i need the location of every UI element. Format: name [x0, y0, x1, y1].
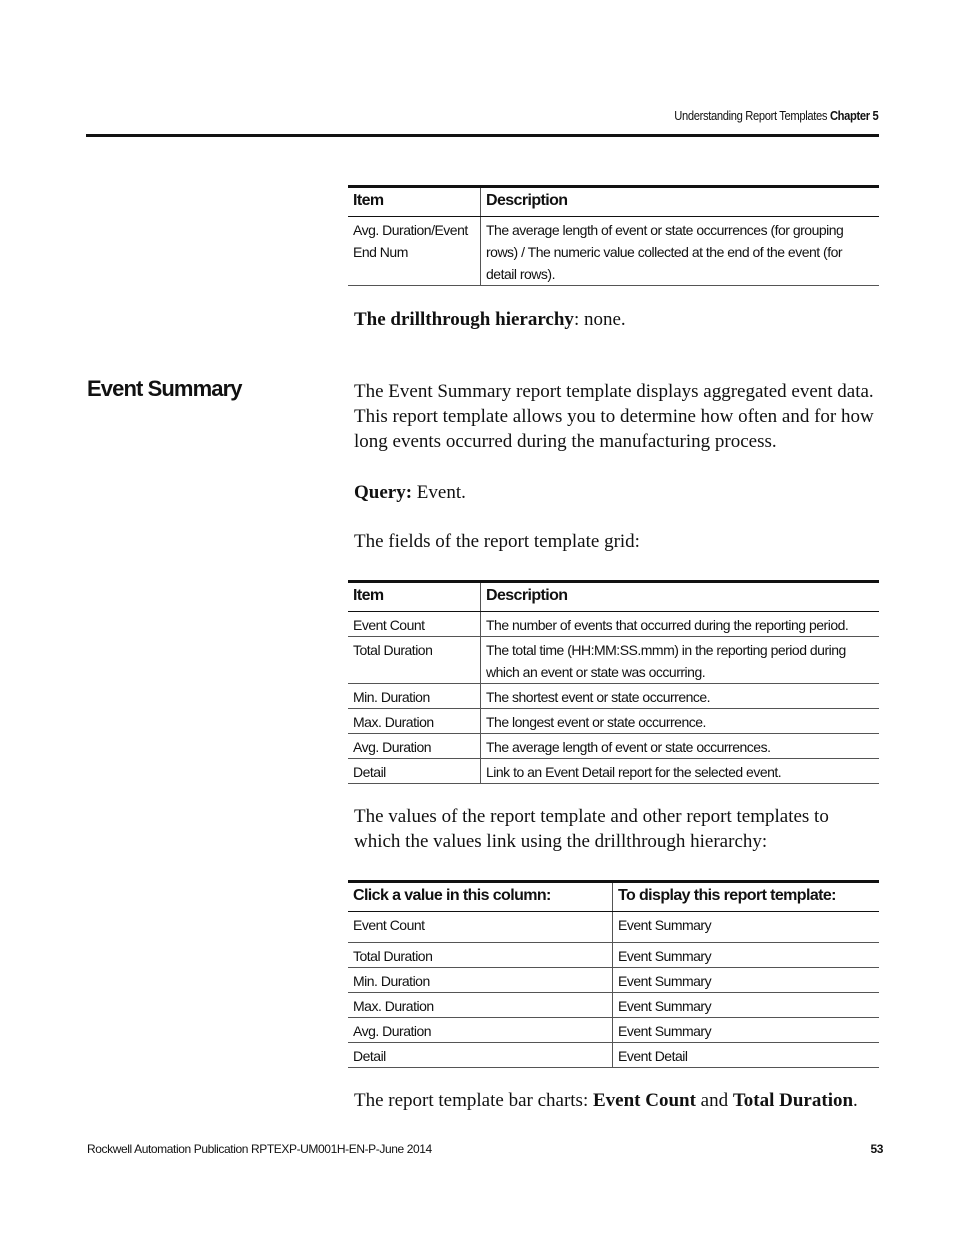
column-header-description: Description [481, 582, 880, 612]
bar-charts-and: and [695, 1090, 733, 1111]
item-cell: Total Duration [348, 637, 481, 684]
description-cell: The total time (HH:MM:SS.mmm) in the reporting period during which an event or state was occurring. [481, 637, 880, 684]
item-cell: Avg. Duration [348, 734, 481, 759]
fields-intro: The fields of the report template grid: [354, 531, 640, 552]
item-cell: Detail [348, 759, 481, 784]
drillthrough-note [354, 307, 879, 332]
value-cell: Max. Duration [348, 993, 613, 1018]
column-header-description: Description [481, 187, 880, 217]
section-title: Event Summary [87, 376, 242, 401]
description-cell: The average length of event or state occurrences (for grouping rows) / The numeric value collected at the end of the event (for detail rows). [481, 217, 880, 286]
template-cell: Event Summary [613, 912, 880, 943]
table-row [348, 709, 879, 734]
header-title: Understanding Report Templates [673, 108, 827, 123]
drillthrough-table [348, 880, 879, 1068]
item-cell: Min. Duration [348, 684, 481, 709]
description-cell: The average length of event or state occurrences. [481, 734, 880, 759]
template-cell: Event Summary [613, 943, 880, 968]
table-row [348, 1043, 879, 1068]
item-cell: Max. Duration [348, 709, 481, 734]
table-row [348, 217, 879, 286]
table-header-row [348, 882, 879, 912]
table-row [348, 943, 879, 968]
page-number: 53 [870, 1142, 883, 1156]
column-header-display-template: To display this report template: [613, 882, 880, 912]
table-row [348, 968, 879, 993]
value-cell: Avg. Duration [348, 1018, 613, 1043]
running-header [674, 108, 878, 123]
table-row [348, 1018, 879, 1043]
table-header-row [348, 187, 879, 217]
table-row [348, 612, 879, 637]
table-row [348, 684, 879, 709]
column-header-click-value: Click a value in this column: [348, 882, 613, 912]
header-chapter: Chapter 5 [829, 108, 878, 123]
description-cell: Link to an Event Detail report for the selected event. [481, 759, 880, 784]
item-cell: Avg. Duration/Event End Num [348, 217, 481, 286]
table-row [348, 759, 879, 784]
chart-total-duration: Total Duration [732, 1090, 854, 1111]
chart-event-count: Event Count [592, 1090, 696, 1111]
value-cell: Min. Duration [348, 968, 613, 993]
value-cell: Total Duration [348, 943, 613, 968]
values-intro: The values of the report template and other report templates to which the values link using the drillthrough hierarchy: [354, 806, 829, 852]
value-cell: Event Count [348, 912, 613, 943]
footer-publication: Rockwell Automation Publication RPTEXP-UM001H-EN-P-June 2014 [87, 1142, 432, 1156]
value-cell: Detail [348, 1043, 613, 1068]
query-label: Query: [354, 482, 413, 503]
column-header-item: Item [348, 582, 481, 612]
header-rule [86, 134, 879, 137]
template-cell: Event Summary [613, 1018, 880, 1043]
drillthrough-value: : none. [573, 309, 626, 330]
bar-charts-end: . [853, 1090, 858, 1111]
query-value: Event. [412, 482, 466, 503]
description-cell: The longest event or state occurrence. [481, 709, 880, 734]
bar-charts-line [354, 1088, 879, 1113]
query-line [354, 480, 879, 505]
template-cell: Event Summary [613, 968, 880, 993]
table-row [348, 734, 879, 759]
template-cell: Event Detail [613, 1043, 880, 1068]
fields-table [348, 580, 879, 784]
intro-paragraph: The Event Summary report template displays aggregated event data. This report template allows you to determine how often and for how long events occurred during the manufacturing process. [354, 381, 874, 452]
template-cell: Event Summary [613, 993, 880, 1018]
item-description-table-top [348, 185, 879, 286]
bar-charts-prefix: The report template bar charts: [354, 1090, 593, 1111]
item-cell: Event Count [348, 612, 481, 637]
column-header-item: Item [348, 187, 481, 217]
table-row [348, 912, 879, 943]
table-row [348, 993, 879, 1018]
description-cell: The number of events that occurred during the reporting period. [481, 612, 880, 637]
table-header-row [348, 582, 879, 612]
drillthrough-label: The drillthrough hierarchy [354, 309, 574, 330]
description-cell: The shortest event or state occurrence. [481, 684, 880, 709]
table-row [348, 637, 879, 684]
